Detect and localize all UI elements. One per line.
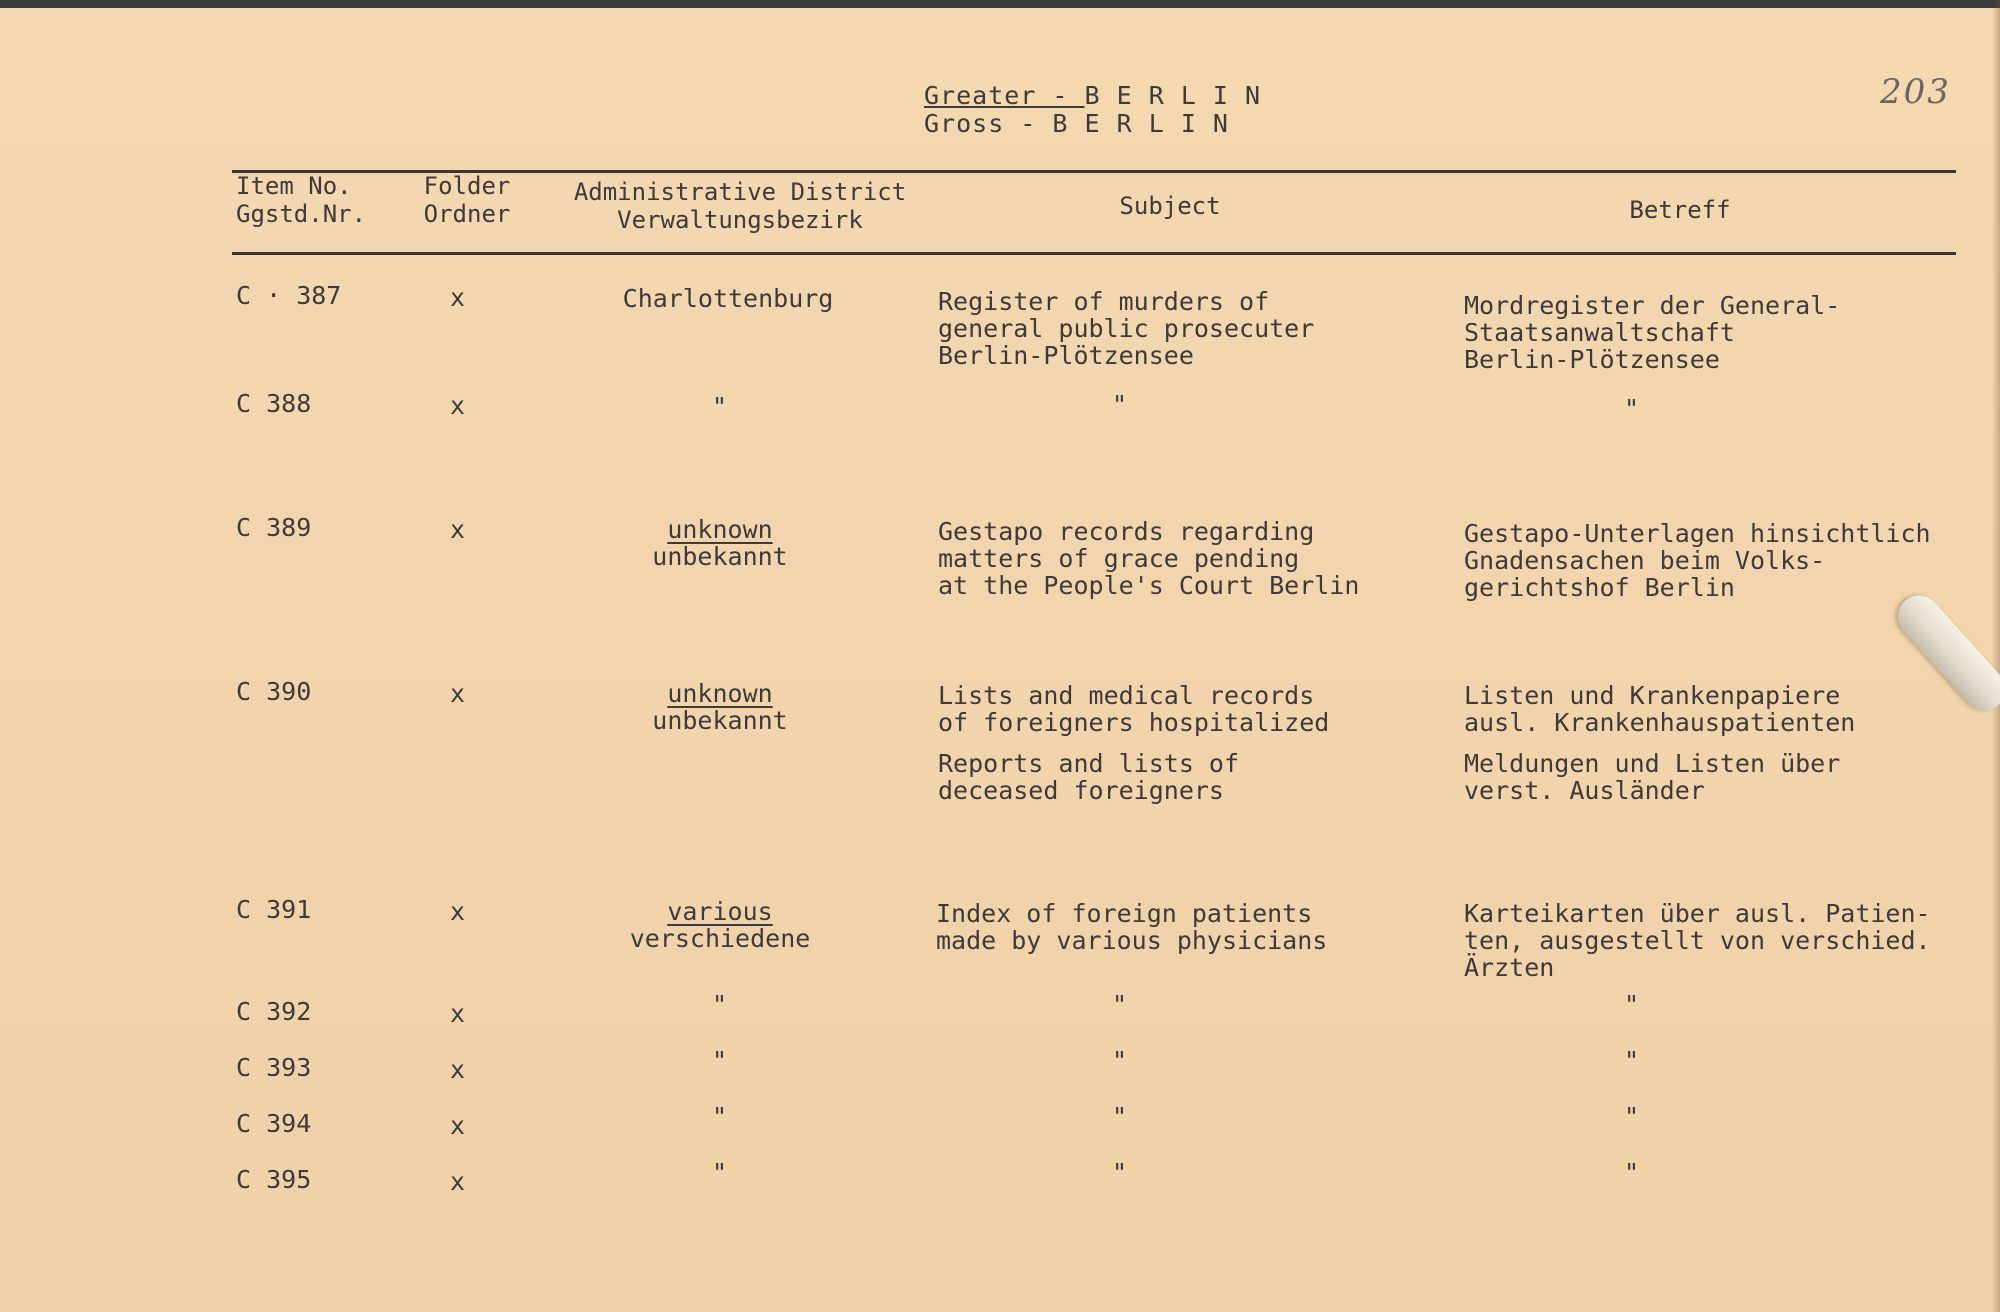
column-header-district: Administrative District Verwaltungsbezirk [573,178,907,234]
column-header-item: Item No. Ggstd.Nr. [236,172,367,228]
district-name: various verschiedene [629,897,811,953]
ditto-mark: " [712,392,728,421]
ditto-mark: " [1112,1158,1128,1187]
folder-mark: x [450,1167,466,1196]
item-number: C 391 [236,895,312,924]
ditto-mark: " [1624,990,1640,1019]
subject-spacer [938,736,1329,750]
betreff-text: Gestapo-Unterlagen hinsichtlich Gnadensachen beim Volks- gerichtshof Berlin [1464,519,1931,602]
page-number: 203 [1880,72,1951,112]
district-name: unknown unbekannt [652,679,788,735]
betreff-spacer [1464,736,1855,750]
folder-mark: x [450,679,466,708]
folder-mark: x [450,1055,466,1084]
ditto-mark: " [712,990,728,1019]
district-name: Charlottenburg [622,284,834,313]
item-number: C · 387 [236,281,342,310]
ditto-mark: " [1624,394,1640,423]
folder-mark: x [450,897,466,926]
ditto-mark: " [1112,1046,1128,1075]
ditto-mark: " [712,1046,728,1075]
item-number: C 393 [236,1053,312,1082]
folder-mark: x [450,999,466,1028]
subject-text: Register of murders of general public prosecuter Berlin-Plötzensee [938,287,1315,370]
title-line-german: Gross - B E R L I N [924,109,1229,138]
district-name: unknown unbekannt [652,515,788,571]
item-number: C 388 [236,389,312,418]
subject-text: Index of foreign patients made by various physicians [936,899,1328,955]
ditto-mark: " [1624,1158,1640,1187]
ditto-mark: " [1624,1102,1640,1131]
folder-mark: x [450,515,466,544]
item-number: C 390 [236,677,312,706]
subject-text: Gestapo records regarding matters of grace pending at the People's Court Berlin [938,517,1360,600]
ditto-mark: " [1112,990,1128,1019]
column-header-betreff: Betreff [1629,196,1731,224]
item-number: C 394 [236,1109,312,1138]
title-line-english: Greater - B E R L I N [924,81,1262,110]
ditto-mark: " [1112,390,1128,419]
item-number: C 395 [236,1165,312,1194]
ditto-mark: " [712,1158,728,1187]
header-rule-bottom [232,252,1956,255]
ditto-mark: " [712,1102,728,1131]
column-header-subject: Subject [1119,192,1221,220]
betreff-text: Listen und Krankenpapiere ausl. Krankenhauspatienten Meldungen und Listen über verst. Ausländer [1464,681,1856,805]
column-header-folder: Folder Ordner [423,172,511,228]
subject-text: Lists and medical records of foreigners hospitalized Reports and lists of deceased foreigners [938,681,1330,805]
betreff-text: Mordregister der General- Staatsanwaltschaft Berlin-Plötzensee [1464,291,1841,374]
ditto-mark: " [1112,1102,1128,1131]
item-number: C 389 [236,513,312,542]
item-number: C 392 [236,997,312,1026]
ditto-mark: " [1624,1046,1640,1075]
scan-top-edge [0,0,2000,8]
folder-mark: x [450,391,466,420]
scan-right-edge [1992,0,2000,1312]
pointer-pen-icon [1889,587,2000,719]
betreff-text: Karteikarten über ausl. Patien- ten, ausgestellt von verschied. Ärzten [1464,899,1931,982]
folder-mark: x [450,1111,466,1140]
folder-mark: x [450,283,466,312]
